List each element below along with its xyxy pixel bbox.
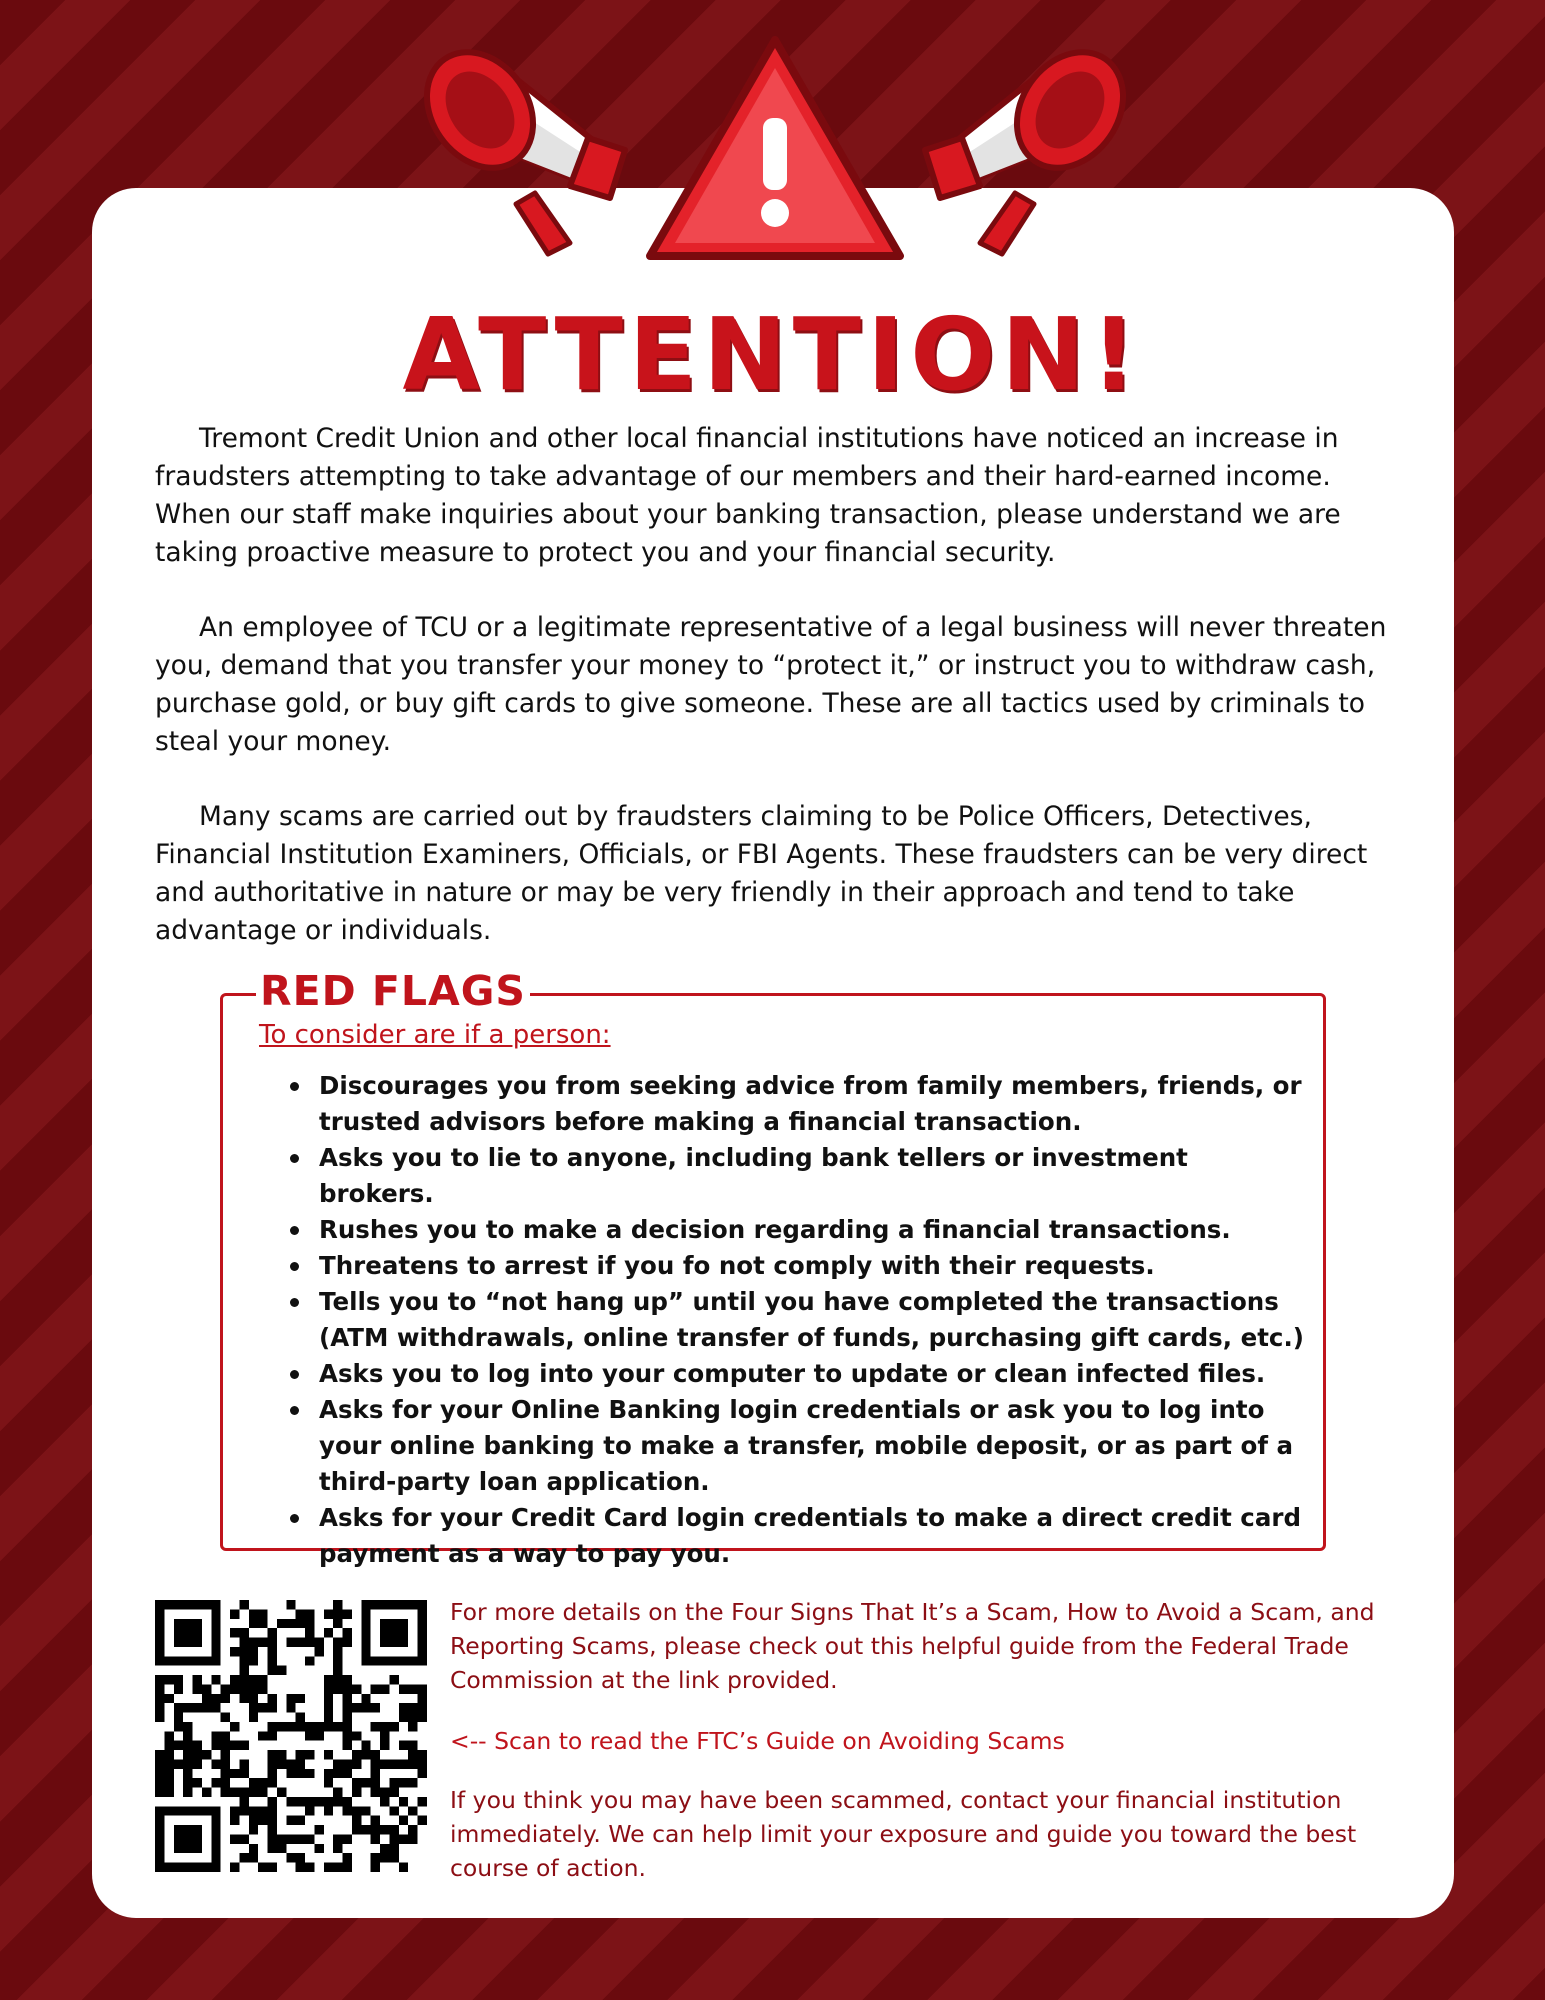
list-item: Threatens to arrest if you fo not comply with their requests. — [288, 1248, 1308, 1284]
ftc-guide-qr-code[interactable] — [155, 1600, 427, 1872]
list-item: Asks you to log into your computer to update or clean infected files. — [288, 1356, 1308, 1392]
scams-paragraph: Many scams are carried out by fraudsters claiming to be Police Officers, Detectives, Financial Institution Examiners, Officials, or FBI Agents. These fraudsters can be very direct and authoritative in nature or may be very friendly in their approach and tend to take advantage or individuals. — [155, 801, 1368, 946]
megaphone-right-icon — [925, 32, 1130, 254]
list-item: Discourages you from seeking advice from family members, friends, or trusted advisors before making a financial transaction. — [288, 1068, 1308, 1140]
warning-triangle-icon — [650, 40, 900, 256]
employee-paragraph: An employee of TCU or a legitimate representative of a legal business will never threaten you, demand that you transfer your money to “protect it,” or instruct you to withdraw cash, purchase gold, or buy gift cards to give someone. These are all tactics used by criminals to steal your money. — [155, 612, 1387, 757]
list-item: Rushes you to make a decision regarding a financial transactions. — [288, 1212, 1308, 1248]
ftc-guide-details: For more details on the Four Signs That It’s a Scam, How to Avoid a Scam, and Reporting Scams, please check out this helpful guide from the Federal Trade Commission at the link provided. — [450, 1598, 1375, 1694]
scan-hint: <-- Scan to read the FTC’s Guide on Avoiding Scams — [450, 1727, 1065, 1755]
list-item: Asks you to lie to anyone, including bank tellers or investment brokers. — [288, 1140, 1308, 1212]
alert-header-art — [420, 18, 1130, 288]
page-title: ATTENTION! — [402, 296, 1143, 413]
red-flags-list — [288, 1068, 1308, 1572]
list-item: Asks for your Online Banking login credentials or ask you to log into your online banking to make a transfer, mobile deposit, or as part of a third-party loan application. — [288, 1392, 1308, 1500]
megaphone-left-icon — [420, 32, 625, 254]
red-flags-title: RED FLAGS — [256, 966, 530, 1016]
list-item: Asks for your Credit Card login credentials to make a direct credit card payment as a way to pay you. — [288, 1500, 1308, 1572]
contact-advice: If you think you may have been scammed, contact your financial institution immediately. We can help limit your exposure and guide you toward the best course of action. — [450, 1786, 1357, 1882]
red-flags-subtitle: To consider are if a person: — [259, 1020, 611, 1050]
intro-paragraph: Tremont Credit Union and other local financial institutions have noticed an increase in fraudsters attempting to take advantage of our members and their hard-earned income. When our staff make inquiries about your banking transaction, please understand we are taking proactive measure to protect you and your financial security. — [155, 423, 1341, 568]
list-item: Tells you to “not hang up” until you have completed the transactions (ATM withdrawals, online transfer of funds, purchasing gift cards, etc.) — [288, 1284, 1308, 1356]
